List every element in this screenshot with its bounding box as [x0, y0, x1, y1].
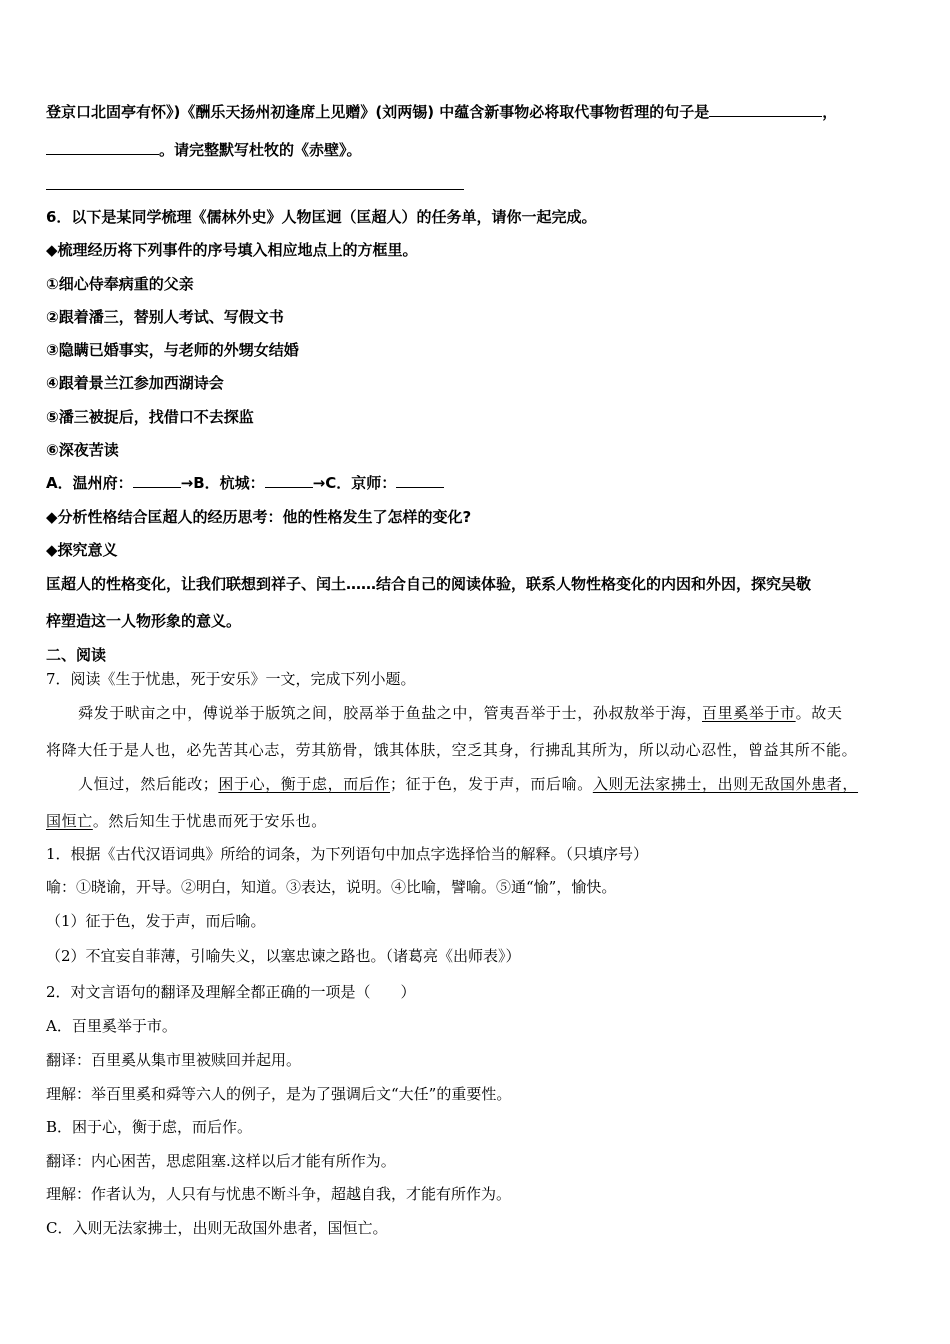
q6-title: 6．以下是某同学梳理《儒林外史》人物匡迥（匡超人）的任务单，请你一起完成。: [46, 208, 597, 226]
q7-title: 7．阅读《生于忧患，死于安乐》一文，完成下列小题。: [46, 670, 416, 688]
option-a-translation: 翻译：百里奚从集市里被赎回并起用。: [46, 1051, 302, 1069]
sentence-2: （2）不宜妄自菲薄，引喻失义，以塞忠谏之路也。（诸葛亮《出师表》）: [46, 947, 521, 965]
q6-task1: ◆梳理经历将下列事件的序号填入相应地点上的方框里。: [46, 241, 418, 259]
option-a[interactable]: A．百里奚举于市。: [46, 1017, 177, 1035]
passage-p3: 人恒过，然后能改；困于心，衡于虑，而后作；征于色，发于声，而后喻。入则无法家拂士，出则无敌国外患者，: [78, 775, 859, 793]
answer-blank[interactable]: [46, 140, 159, 155]
passage-p1: 舜发于畎亩之中，傅说举于版筑之间，胶鬲举于鱼盐之中，管夷吾举于士，孙叔敖举于海，百里奚举于市。故天: [78, 704, 843, 722]
underlined-phrase: 国恒亡: [46, 812, 93, 830]
q6-task3: ◆探究意义: [46, 541, 118, 559]
q5-line2: 。请完整默写杜牧的《赤壁》。: [46, 140, 362, 160]
q5-line1: 登京口北固亭有怀》)《酬乐天扬州初逢席上见赠》(刘两锡) 中蕴含新事物必将取代事物哲理的句子是 ，: [46, 103, 838, 121]
yu-definition: 喻：①晓谕，开导。②明白，知道。③表达，说明。④比喻，譬喻。⑤通“愉”，愉快。: [46, 878, 617, 896]
place-c-blank[interactable]: [396, 473, 444, 488]
q6-explore-line2: 梓塑造这一人物形象的意义。: [46, 612, 242, 630]
option-b-understanding: 理解：作者认为，人只有与忧患不断斗争，超越自我，才能有所作为。: [46, 1185, 512, 1203]
event-item: ④跟着景兰江参加西湖诗会: [46, 374, 224, 392]
q7-sub1: 1．根据《古代汉语词典》所给的词条，为下列语句中加点字选择恰当的解释。（只填序号）: [46, 845, 649, 863]
place-a-blank[interactable]: [133, 473, 181, 488]
passage-p4: 国恒亡。然后知生于忧患而死于安乐也。: [46, 812, 327, 830]
place-row: A．温州府： →B．杭城： →C．京师：: [46, 473, 444, 493]
q6-task2: ◆分析性格结合匡超人的经历思考：他的性格发生了怎样的变化?: [46, 508, 472, 526]
section-heading: 二、阅读: [46, 646, 107, 664]
option-b[interactable]: B．困于心，衡于虑，而后作。: [46, 1118, 253, 1136]
underlined-phrase: 百里奚举于市: [702, 704, 796, 722]
underlined-phrase: 困于心，衡于虑，而后作: [218, 775, 391, 793]
place-b-blank[interactable]: [265, 473, 313, 488]
option-c[interactable]: C．入则无法家拂士，出则无敌国外患者，国恒亡。: [46, 1219, 388, 1237]
event-item: ②跟着潘三，替别人考试、写假文书: [46, 308, 284, 326]
event-item: ⑤潘三被捉后，找借口不去探监: [46, 408, 254, 426]
sentence-1: （1）征于色，发于声，而后喻。: [46, 912, 266, 930]
option-b-translation: 翻译：内心困苦，思虑阻塞.这样以后才能有所作为。: [46, 1152, 396, 1170]
option-a-understanding: 理解：举百里奚和舜等六人的例子，是为了强调后文“大任”的重要性。: [46, 1085, 512, 1103]
q7-sub2: 2．对文言语句的翻译及理解全都正确的一项是（ ）: [46, 983, 416, 1001]
answer-blank[interactable]: [709, 102, 822, 117]
underlined-phrase: 入则无法家拂士，出则无敌国外患者，: [592, 775, 859, 793]
event-item: ③隐瞒已婚事实，与老师的外甥女结婚: [46, 341, 299, 359]
event-item: ①细心侍奉病重的父亲: [46, 275, 194, 293]
answer-line[interactable]: [46, 189, 464, 190]
passage-p2: 将降大任于是人也，必先苦其心志，劳其筋骨，饿其体肤，空乏其身，行拂乱其所为，所以动心忍性，曾益其所不能。: [46, 741, 858, 759]
event-item: ⑥深夜苦读: [46, 441, 119, 459]
q6-explore-line1: 匡超人的性格变化，让我们联想到祥子、闰土……结合自己的阅读体验，联系人物性格变化的内因和外因，探究吴敬: [46, 575, 812, 593]
